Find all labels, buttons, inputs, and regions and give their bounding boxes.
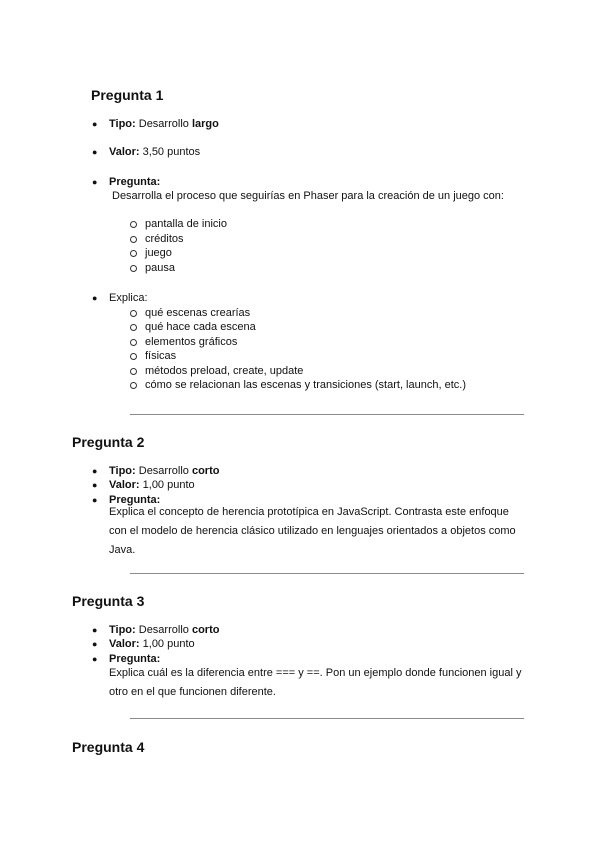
q1-explica-item: cómo se relacionan las escenas y transiciones (start, launch, etc.): [145, 379, 466, 391]
q1-item: pausa: [145, 262, 175, 274]
tipo-label: Tipo:: [109, 118, 136, 130]
valor-value: 1,00 punto: [142, 479, 195, 491]
q3-tipo: [109, 623, 219, 637]
bullet-icon: ●: [92, 639, 98, 649]
tipo-value: Desarrollo: [138, 118, 189, 130]
q2-tipo: [109, 464, 219, 478]
circle-bullet-icon: [130, 236, 137, 243]
circle-bullet-icon: [130, 353, 137, 360]
valor-label: Valor:: [109, 479, 140, 491]
circle-bullet-icon: [130, 339, 137, 346]
valor-value: 3,50 puntos: [142, 146, 201, 158]
q1-tipo: [109, 117, 219, 131]
circle-bullet-icon: [130, 221, 137, 228]
tipo-strong: corto: [191, 624, 220, 636]
q1-item: pantalla de inicio: [145, 218, 227, 230]
circle-bullet-icon: [130, 368, 137, 375]
bullet-icon: ●: [92, 147, 98, 157]
q2-pregunta-label: Pregunta:: [109, 494, 161, 506]
q1-pregunta-text: Desarrolla el proceso que seguirías en Phaser para la creación de un juego con:: [112, 190, 504, 202]
tipo-label: Tipo:: [109, 624, 136, 636]
tipo-strong: corto: [191, 465, 220, 477]
q3-pregunta-label: Pregunta:: [109, 653, 161, 665]
question-4-title: Pregunta 4: [72, 739, 145, 755]
bullet-icon: ●: [92, 480, 98, 490]
circle-bullet-icon: [130, 324, 137, 331]
bullet-icon: ●: [92, 177, 98, 187]
circle-bullet-icon: [130, 382, 137, 389]
bullet-icon: ●: [92, 654, 98, 664]
q1-explica-label: Explica:: [109, 292, 148, 304]
q2-valor: [109, 478, 195, 492]
valor-value: 1,00 punto: [142, 638, 195, 650]
tipo-value: Desarrollo: [138, 465, 189, 477]
tipo-label: Tipo:: [109, 465, 136, 477]
bullet-icon: ●: [92, 466, 98, 476]
question-1-title: Pregunta 1: [91, 87, 164, 103]
q3-valor: [109, 637, 195, 651]
valor-label: Valor:: [109, 638, 140, 650]
tipo-strong: largo: [191, 118, 219, 130]
bullet-icon: ●: [92, 495, 98, 505]
q1-valor: [109, 145, 200, 159]
q1-explica-item: qué escenas crearías: [145, 307, 251, 319]
question-2-title: Pregunta 2: [72, 434, 145, 450]
q2-pregunta-text: Explica el concepto de herencia prototípica en JavaScript. Contrasta este enfoque con el modelo de herencia clásico utilizado en lenguajes orientados a objetos como Java.: [109, 506, 516, 556]
q1-explica-item: elementos gráficos: [145, 336, 238, 348]
divider: [130, 414, 524, 415]
bullet-icon: ●: [92, 625, 98, 635]
q3-pregunta-text: Explica cuál es la diferencia entre === y ==. Pon un ejemplo donde funcionen igual y otro en el que funcionen diferente.: [109, 667, 522, 698]
tipo-value: Desarrollo: [138, 624, 189, 636]
circle-bullet-icon: [130, 310, 137, 317]
circle-bullet-icon: [130, 250, 137, 257]
divider: [130, 718, 524, 719]
q1-item: juego: [145, 247, 172, 259]
bullet-icon: ●: [92, 293, 98, 303]
bullet-icon: ●: [92, 119, 98, 129]
question-3-title: Pregunta 3: [72, 593, 145, 609]
q1-explica-item: qué hace cada escena: [145, 321, 256, 333]
valor-label: Valor:: [109, 146, 140, 158]
q1-explica-item: físicas: [145, 350, 177, 362]
divider: [130, 573, 524, 574]
q1-explica-item: métodos preload, create, update: [145, 365, 304, 377]
q1-item: créditos: [145, 233, 184, 245]
q1-pregunta-label: Pregunta:: [109, 176, 161, 188]
circle-bullet-icon: [130, 265, 137, 272]
